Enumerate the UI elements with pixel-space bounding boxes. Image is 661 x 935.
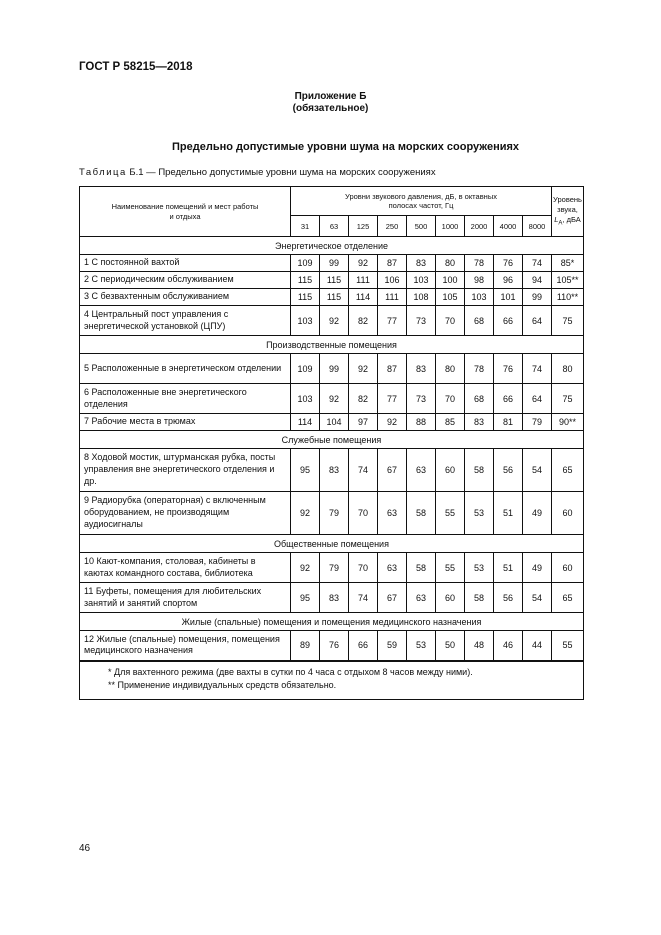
level-value-cell: 55 bbox=[436, 492, 465, 535]
column-header-sound-level: Уровень звука, $L_A$, дБА bbox=[552, 187, 584, 237]
level-value-cell: 92 bbox=[349, 354, 378, 384]
level-value-cell: 60 bbox=[436, 583, 465, 613]
room-name-cell: 11 Буфеты, помещения для любительских занятий и занятий спортом bbox=[80, 583, 291, 613]
level-value-cell: 115 bbox=[320, 272, 349, 289]
sound-level-cell: 60 bbox=[552, 492, 584, 535]
table-row bbox=[80, 384, 584, 414]
level-value-cell: 54 bbox=[523, 449, 552, 492]
level-value-cell: 92 bbox=[320, 384, 349, 414]
room-name-cell: 8 Ходовой мостик, штурманская рубка, посты управления вне энергетического отделения и др. bbox=[80, 449, 291, 492]
frequency-header: 4000 bbox=[494, 216, 523, 237]
table-row bbox=[80, 583, 584, 613]
level-value-cell: 92 bbox=[320, 306, 349, 336]
level-value-cell: 104 bbox=[320, 414, 349, 431]
room-name-cell: 10 Кают-компания, столовая, кабинеты в каютах командного состава, библиотека bbox=[80, 553, 291, 583]
sound-level-cell: 85* bbox=[552, 255, 584, 272]
level-value-cell: 111 bbox=[349, 272, 378, 289]
level-value-cell: 80 bbox=[436, 354, 465, 384]
level-value-cell: 74 bbox=[523, 255, 552, 272]
level-value-cell: 109 bbox=[291, 354, 320, 384]
frequency-header: 2000 bbox=[465, 216, 494, 237]
level-value-cell: 64 bbox=[523, 384, 552, 414]
level-value-cell: 66 bbox=[494, 384, 523, 414]
table-row bbox=[80, 414, 584, 431]
level-value-cell: 74 bbox=[523, 354, 552, 384]
level-value-cell: 114 bbox=[291, 414, 320, 431]
level-value-cell: 96 bbox=[494, 272, 523, 289]
level-value-cell: 87 bbox=[378, 354, 407, 384]
level-value-cell: 73 bbox=[407, 306, 436, 336]
frequency-header: 63 bbox=[320, 216, 349, 237]
level-value-cell: 92 bbox=[291, 553, 320, 583]
level-value-cell: 63 bbox=[407, 449, 436, 492]
footnotes-row bbox=[80, 661, 584, 700]
sound-level-cell: 55 bbox=[552, 631, 584, 661]
level-value-cell: 83 bbox=[465, 414, 494, 431]
table-caption bbox=[79, 167, 436, 178]
level-value-cell: 92 bbox=[349, 255, 378, 272]
frequency-header: 125 bbox=[349, 216, 378, 237]
room-name-cell: 5 Расположенные в энергетическом отделении bbox=[80, 354, 291, 384]
level-value-cell: 59 bbox=[378, 631, 407, 661]
frequency-header: 250 bbox=[378, 216, 407, 237]
level-value-cell: 97 bbox=[349, 414, 378, 431]
level-value-cell: 100 bbox=[436, 272, 465, 289]
room-name-cell: 9 Радиорубка (операторная) с включенным оборудованием, не производящим аудиосигналы bbox=[80, 492, 291, 535]
room-name-cell: 12 Жилые (спальные) помещения, помещения медицинского назначения bbox=[80, 631, 291, 661]
column-header-levels: Уровни звукового давления, дБ, в октавных полосах частот, Гц bbox=[291, 187, 552, 216]
level-value-cell: 53 bbox=[407, 631, 436, 661]
level-value-cell: 63 bbox=[407, 583, 436, 613]
level-value-cell: 70 bbox=[436, 306, 465, 336]
level-value-cell: 73 bbox=[407, 384, 436, 414]
room-name-cell: 7 Рабочие места в трюмах bbox=[80, 414, 291, 431]
column-header-name: Наименование помещений и мест работы и отдыха bbox=[80, 187, 291, 237]
level-value-cell: 60 bbox=[436, 449, 465, 492]
sound-level-cell: 65 bbox=[552, 583, 584, 613]
sound-level-cell: 75 bbox=[552, 384, 584, 414]
section-title: Энергетическое отделение bbox=[80, 237, 584, 255]
section-title: Жилые (спальные) помещения и помещения медицинского назначения bbox=[80, 613, 584, 631]
table-row bbox=[80, 289, 584, 306]
level-value-cell: 49 bbox=[523, 553, 552, 583]
level-value-cell: 77 bbox=[378, 306, 407, 336]
table-caption-word: Таблица bbox=[79, 167, 127, 178]
level-value-cell: 46 bbox=[494, 631, 523, 661]
section-row bbox=[80, 336, 584, 354]
section-title: Служебные помещения bbox=[80, 431, 584, 449]
sound-level-cell: 65 bbox=[552, 449, 584, 492]
frequency-header: 8000 bbox=[523, 216, 552, 237]
sound-level-cell: 110** bbox=[552, 289, 584, 306]
table-row bbox=[80, 255, 584, 272]
level-value-cell: 103 bbox=[465, 289, 494, 306]
level-value-cell: 85 bbox=[436, 414, 465, 431]
level-value-cell: 111 bbox=[378, 289, 407, 306]
table-body bbox=[80, 187, 584, 700]
section-row bbox=[80, 237, 584, 255]
level-value-cell: 94 bbox=[523, 272, 552, 289]
level-value-cell: 95 bbox=[291, 583, 320, 613]
level-value-cell: 70 bbox=[349, 553, 378, 583]
level-value-cell: 63 bbox=[378, 492, 407, 535]
level-value-cell: 55 bbox=[436, 553, 465, 583]
sound-level-cell: 60 bbox=[552, 553, 584, 583]
level-value-cell: 50 bbox=[436, 631, 465, 661]
level-value-cell: 76 bbox=[494, 354, 523, 384]
table-row bbox=[80, 354, 584, 384]
table-row bbox=[80, 272, 584, 289]
footnote: ** Применение индивидуальных средств обязательно. bbox=[108, 680, 337, 690]
table-row bbox=[80, 306, 584, 336]
level-value-cell: 103 bbox=[407, 272, 436, 289]
frequency-header: 1000 bbox=[436, 216, 465, 237]
level-value-cell: 95 bbox=[291, 449, 320, 492]
table-row bbox=[80, 492, 584, 535]
level-value-cell: 108 bbox=[407, 289, 436, 306]
level-value-cell: 99 bbox=[320, 255, 349, 272]
level-value-cell: 92 bbox=[378, 414, 407, 431]
level-value-cell: 56 bbox=[494, 449, 523, 492]
level-value-cell: 58 bbox=[465, 583, 494, 613]
section-title: Общественные помещения bbox=[80, 535, 584, 553]
level-value-cell: 88 bbox=[407, 414, 436, 431]
level-value-cell: 80 bbox=[436, 255, 465, 272]
level-value-cell: 51 bbox=[494, 553, 523, 583]
level-value-cell: 51 bbox=[494, 492, 523, 535]
level-value-cell: 68 bbox=[465, 306, 494, 336]
level-value-cell: 109 bbox=[291, 255, 320, 272]
level-value-cell: 76 bbox=[320, 631, 349, 661]
level-value-cell: 58 bbox=[465, 449, 494, 492]
level-value-cell: 78 bbox=[465, 255, 494, 272]
level-value-cell: 78 bbox=[465, 354, 494, 384]
level-value-cell: 79 bbox=[523, 414, 552, 431]
level-value-cell: 98 bbox=[465, 272, 494, 289]
level-value-cell: 53 bbox=[465, 492, 494, 535]
level-value-cell: 79 bbox=[320, 492, 349, 535]
table-row bbox=[80, 553, 584, 583]
sound-level-cell: 75 bbox=[552, 306, 584, 336]
level-value-cell: 115 bbox=[320, 289, 349, 306]
level-value-cell: 103 bbox=[291, 306, 320, 336]
level-value-cell: 89 bbox=[291, 631, 320, 661]
section-row bbox=[80, 431, 584, 449]
room-name-cell: 1 С постоянной вахтой bbox=[80, 255, 291, 272]
level-value-cell: 53 bbox=[465, 553, 494, 583]
level-value-cell: 56 bbox=[494, 583, 523, 613]
sound-level-cell: 80 bbox=[552, 354, 584, 384]
level-value-cell: 83 bbox=[407, 255, 436, 272]
appendix-title: Приложение Б bbox=[294, 91, 367, 102]
section-row bbox=[80, 535, 584, 553]
sound-level-cell: 105** bbox=[552, 272, 584, 289]
level-value-cell: 82 bbox=[349, 306, 378, 336]
level-value-cell: 79 bbox=[320, 553, 349, 583]
appendix-status: (обязательное) bbox=[292, 103, 369, 114]
level-value-cell: 99 bbox=[320, 354, 349, 384]
level-value-cell: 76 bbox=[494, 255, 523, 272]
table-caption-text: Б.1 — Предельно допустимые уровни шума на морских сооружениях bbox=[126, 167, 436, 178]
level-value-cell: 81 bbox=[494, 414, 523, 431]
section-title: Производственные помещения bbox=[80, 336, 584, 354]
level-value-cell: 66 bbox=[349, 631, 378, 661]
level-value-cell: 67 bbox=[378, 583, 407, 613]
section-row bbox=[80, 613, 584, 631]
room-name-cell: 2 С периодическим обслуживанием bbox=[80, 272, 291, 289]
frequency-header: 31 bbox=[291, 216, 320, 237]
level-value-cell: 74 bbox=[349, 583, 378, 613]
level-value-cell: 58 bbox=[407, 492, 436, 535]
level-value-cell: 92 bbox=[291, 492, 320, 535]
level-value-cell: 115 bbox=[291, 272, 320, 289]
level-value-cell: 63 bbox=[378, 553, 407, 583]
level-value-cell: 83 bbox=[320, 583, 349, 613]
room-name-cell: 3 С безвахтенным обслуживанием bbox=[80, 289, 291, 306]
level-value-cell: 64 bbox=[523, 306, 552, 336]
page-number: 46 bbox=[79, 843, 91, 854]
level-value-cell: 106 bbox=[378, 272, 407, 289]
room-name-cell: 6 Расположенные вне энергетического отделения bbox=[80, 384, 291, 414]
level-value-cell: 83 bbox=[407, 354, 436, 384]
level-value-cell: 49 bbox=[523, 492, 552, 535]
footnote: * Для вахтенного режима (две вахты в сутки по 4 часа с отдыхом 8 часов между ними). bbox=[108, 666, 473, 677]
level-value-cell: 105 bbox=[436, 289, 465, 306]
level-value-cell: 114 bbox=[349, 289, 378, 306]
level-value-cell: 74 bbox=[349, 449, 378, 492]
footnotes bbox=[80, 661, 584, 700]
level-value-cell: 77 bbox=[378, 384, 407, 414]
level-value-cell: 44 bbox=[523, 631, 552, 661]
level-value-cell: 70 bbox=[349, 492, 378, 535]
level-value-cell: 54 bbox=[523, 583, 552, 613]
page-heading: Предельно допустимые уровни шума на морских сооружениях bbox=[171, 141, 520, 153]
room-name-cell: 4 Центральный пост управления с энергетической установкой (ЦПУ) bbox=[80, 306, 291, 336]
level-value-cell: 101 bbox=[494, 289, 523, 306]
level-value-cell: 82 bbox=[349, 384, 378, 414]
table-row bbox=[80, 631, 584, 661]
level-value-cell: 48 bbox=[465, 631, 494, 661]
noise-limits-table bbox=[79, 186, 584, 700]
level-value-cell: 103 bbox=[291, 384, 320, 414]
standard-number: ГОСТ Р 58215—2018 bbox=[79, 61, 193, 73]
level-value-cell: 67 bbox=[378, 449, 407, 492]
level-value-cell: 68 bbox=[465, 384, 494, 414]
level-value-cell: 58 bbox=[407, 553, 436, 583]
table-row bbox=[80, 449, 584, 492]
level-value-cell: 99 bbox=[523, 289, 552, 306]
level-value-cell: 87 bbox=[378, 255, 407, 272]
frequency-header: 500 bbox=[407, 216, 436, 237]
level-value-cell: 66 bbox=[494, 306, 523, 336]
level-value-cell: 70 bbox=[436, 384, 465, 414]
table-header-row bbox=[80, 187, 584, 216]
sound-level-cell: 90** bbox=[552, 414, 584, 431]
level-value-cell: 115 bbox=[291, 289, 320, 306]
level-value-cell: 83 bbox=[320, 449, 349, 492]
